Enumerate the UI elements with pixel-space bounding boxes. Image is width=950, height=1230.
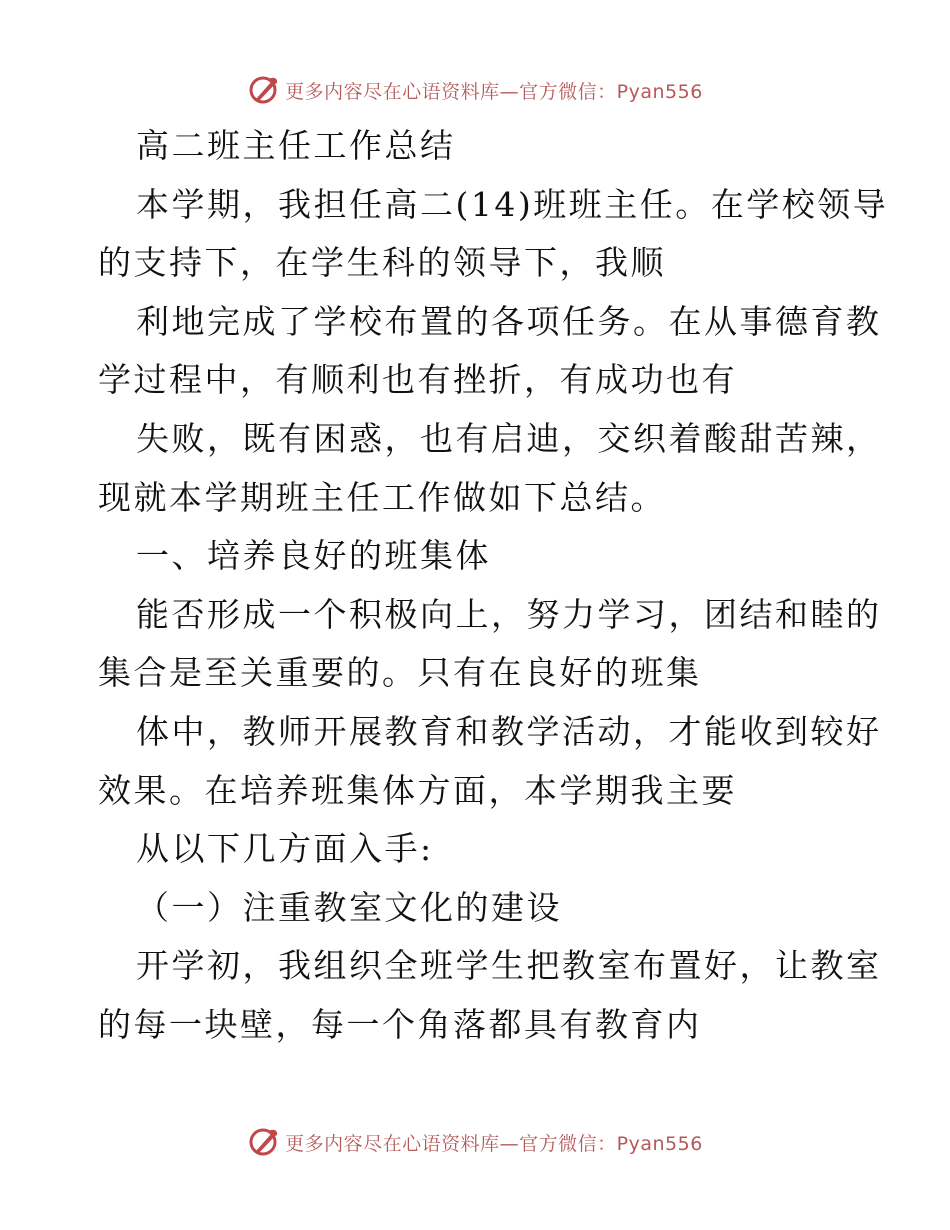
text-line: 失败，既有困惑，也有启迪，交织着酸甜苦辣， [136,418,882,458]
footer-watermark [0,1122,950,1162]
text-line: 从以下几方面入手: [136,829,434,869]
text-line: 利地完成了学校布置的各项任务。在从事德育教 [136,301,882,341]
text-line: 的每一块壁，每一个角落都具有教育内 [98,1004,702,1044]
text-line: （一）注重教室文化的建设 [136,887,562,927]
text-line: 的支持下，在学生科的领导下，我顺 [98,243,666,283]
text-line: 本学期，我担任高二(14)班班主任。在学校领导 [136,184,889,224]
text-line: 高二班主任工作总结 [136,126,456,165]
quill-logo-icon [247,1125,281,1159]
text-line: 学过程中，有顺利也有挫折，有成功也有 [98,360,737,400]
document-body [98,117,889,1055]
text-line: 现就本学期班主任工作做如下总结。 [98,477,666,517]
text-line: 开学初，我组织全班学生把教室布置好，让教室 [136,946,882,986]
watermark-text: 更多内容尽在心语资料库—官方微信：Pyan556 [285,80,703,103]
watermark-text: 更多内容尽在心语资料库—官方微信：Pyan556 [285,1132,703,1155]
header-watermark [0,70,950,110]
quill-logo-icon [247,73,281,107]
text-line: 一、培养良好的班集体 [136,536,491,576]
text-line: 集合是至关重要的。只有在良好的班集 [98,653,702,693]
text-line: 效果。在培养班集体方面，本学期我主要 [98,770,737,810]
text-line: 体中，教师开展教育和教学活动，才能收到较好 [136,711,882,751]
text-line: 能否形成一个积极向上，努力学习，团结和睦的 [136,594,882,634]
